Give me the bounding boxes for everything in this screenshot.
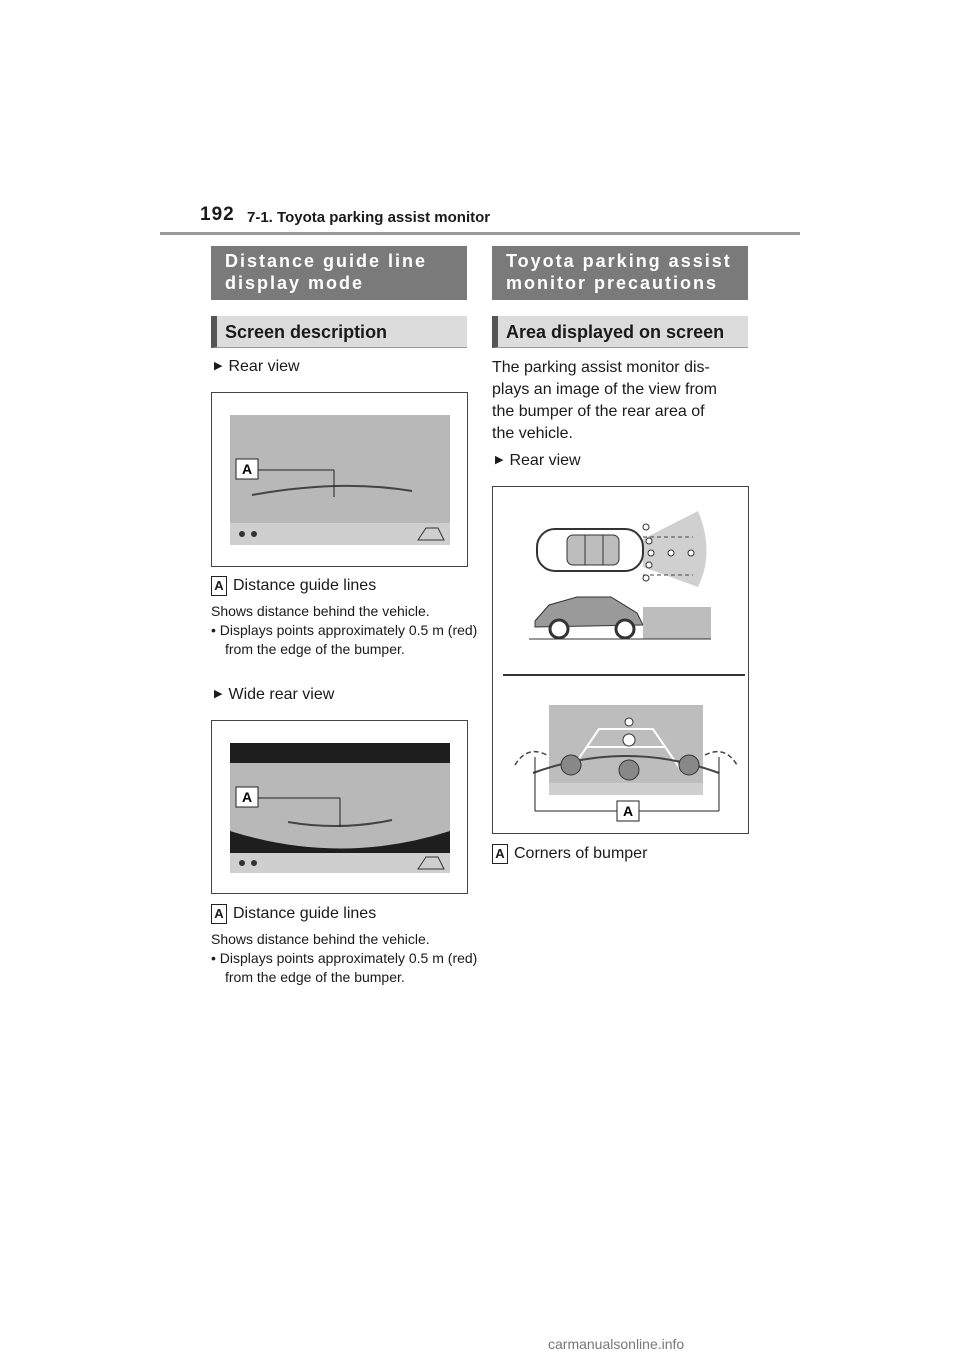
vehicle-area-illustration: [493, 487, 748, 833]
rear-view-label: [214, 358, 300, 376]
wide-rear-view-figure: [211, 720, 468, 894]
section-heading-text: Toyota parking assist monitor precautions: [506, 251, 732, 293]
intro-line: the bumper of the rear area of: [492, 403, 705, 420]
rear-view-label-text: Rear view: [228, 358, 300, 375]
figure-callout-a: A: [622, 803, 634, 819]
legend-letter-box: A: [211, 576, 227, 596]
triangle-bullet-icon: ▶: [214, 688, 223, 700]
car-top-view-icon: [537, 529, 643, 571]
wide-rear-view-description: Shows distance behind the vehicle.: [211, 931, 430, 947]
subheading-text: Area displayed on screen: [506, 322, 725, 342]
page-number: 192: [200, 204, 235, 225]
wide-rear-view-screen-illustration: [212, 721, 467, 893]
watermark: carmanualsonline.info: [548, 1336, 685, 1352]
intro-line: plays an image of the view from: [492, 381, 717, 398]
bumper-corners-figure: [492, 486, 749, 834]
right-rear-view-label-text: Rear view: [509, 452, 581, 469]
intro-line: the vehicle.: [492, 425, 573, 442]
subheading-area-displayed: [492, 316, 748, 348]
header-rule: [160, 232, 800, 235]
legend-text: Distance guide lines: [233, 577, 377, 594]
wide-rear-view-label-text: Wide rear view: [228, 686, 335, 703]
rear-view-bullet: • Displays points approximately 0.5 m (red) from the edge of the bumper.: [211, 622, 478, 657]
intro-paragraph: [492, 357, 754, 445]
subheading-screen-description: [211, 316, 467, 348]
section-heading-distance-guide: [211, 246, 467, 300]
rear-view-figure: [211, 392, 468, 567]
section-heading-text: Distance guide line display mode: [225, 251, 428, 293]
figure-callout-a: A: [241, 461, 253, 477]
car-side-view-icon: [535, 597, 643, 638]
wide-rear-view-legend: [211, 904, 376, 924]
triangle-bullet-icon: ▶: [214, 360, 223, 372]
wide-rear-view-label: [214, 686, 334, 704]
legend-text: Corners of bumper: [514, 845, 648, 862]
section-heading-precautions: [492, 246, 748, 300]
intro-line: The parking assist monitor dis-: [492, 359, 710, 376]
wide-rear-view-bullet: • Displays points approximately 0.5 m (red) from the edge of the bumper.: [211, 950, 478, 985]
triangle-bullet-icon: ▶: [495, 454, 504, 466]
bumper-corners-legend: [492, 844, 647, 864]
subheading-text: Screen description: [225, 322, 388, 342]
legend-letter-box: A: [211, 904, 227, 924]
rear-view-description: Shows distance behind the vehicle.: [211, 603, 430, 619]
running-head: 7-1. Toyota parking assist monitor: [247, 209, 491, 226]
figure-callout-a: A: [241, 789, 253, 805]
rear-view-screen-illustration: [212, 393, 467, 566]
rear-view-legend: [211, 576, 376, 596]
right-rear-view-label: [495, 452, 581, 470]
legend-text: Distance guide lines: [233, 905, 377, 922]
legend-letter-box: A: [492, 844, 508, 864]
